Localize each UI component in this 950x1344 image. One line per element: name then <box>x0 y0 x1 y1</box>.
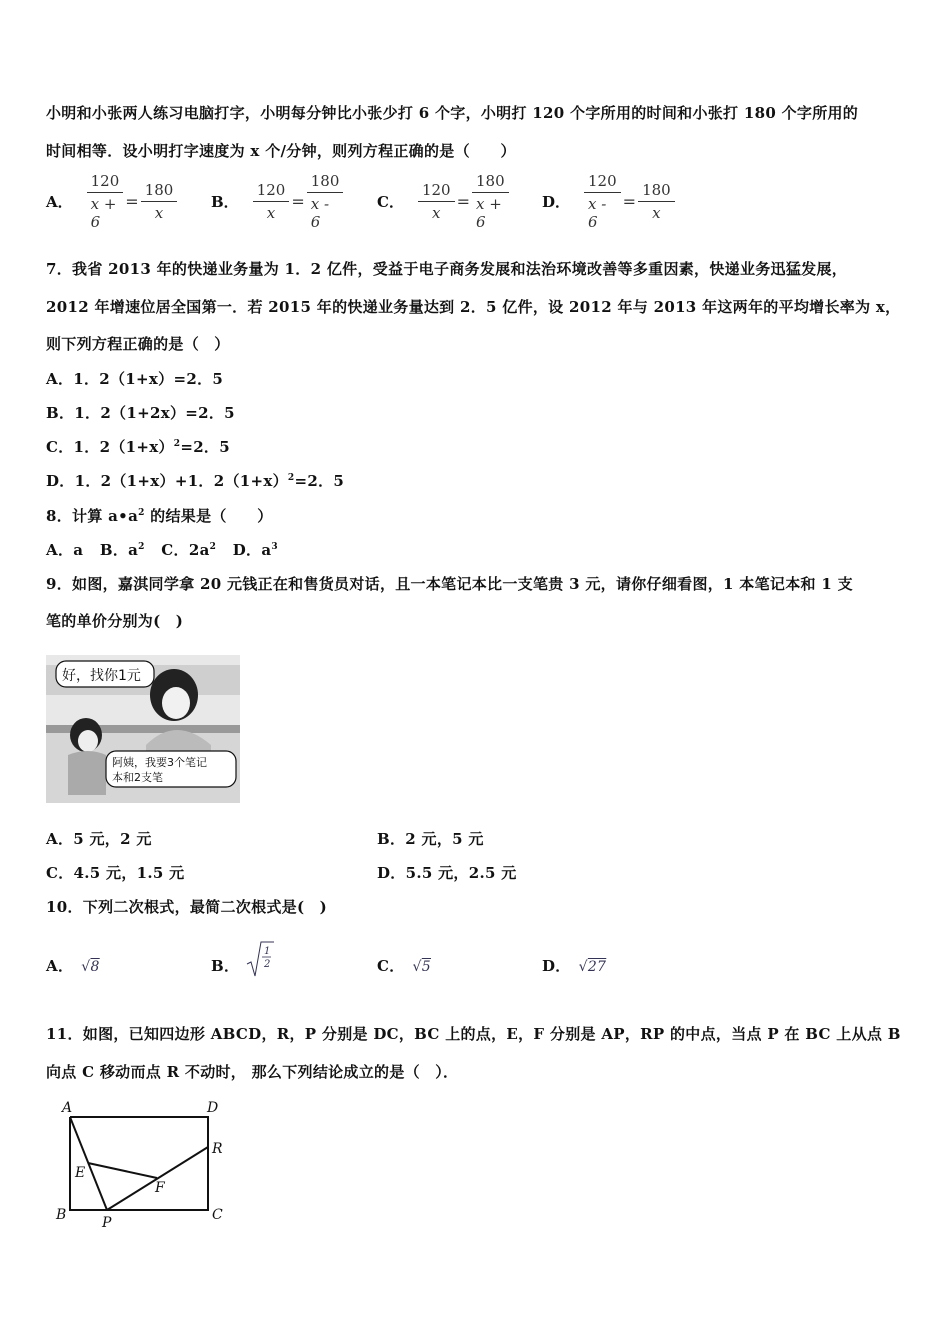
q10-option-d <box>542 955 606 976</box>
exponent: 3 <box>271 542 278 552</box>
segment-pr <box>107 1147 208 1210</box>
denominator: x <box>432 204 441 222</box>
q9-line2: 笔的单价分别为( ) <box>46 612 184 630</box>
q10-option-a <box>46 955 100 976</box>
label-e: E <box>75 1165 86 1181</box>
equals-sign: = <box>622 192 637 211</box>
q10-option-c-label: C． <box>377 957 405 975</box>
q7-option-c <box>46 436 230 457</box>
q6-option-c <box>377 172 509 231</box>
q11-line2: 向点 C 移动而点 R 不动时， 那么下列结论成立的是（ ）． <box>46 1063 459 1081</box>
label-r: R <box>212 1141 223 1157</box>
exponent: 2 <box>209 542 217 552</box>
quadrilateral-figure <box>50 1095 240 1230</box>
radicand: 5 <box>421 959 431 975</box>
fraction <box>638 181 675 222</box>
q7-option-b: B．1．2（1+2x）=2．5 <box>46 404 235 422</box>
q7-option-d-text: D．1．2（1+x）+1．2（1+x） <box>46 472 288 490</box>
fraction <box>141 181 178 222</box>
denominator: x + 6 <box>90 195 117 231</box>
q8-stem-tail: 的结果是（ ） <box>144 507 273 525</box>
radical: √27 <box>578 959 607 975</box>
label-c: C <box>212 1207 223 1223</box>
q10-option-a-label: A． <box>46 957 74 975</box>
fraction <box>307 172 344 231</box>
radicand-numerator: 1 <box>263 946 271 957</box>
q8-option-c <box>161 541 216 559</box>
q8-option-b-text: B．a <box>99 541 139 559</box>
q10-option-b <box>211 940 275 980</box>
q8-option-c-text: C．2a <box>161 541 210 559</box>
equals-sign: = <box>291 192 305 211</box>
q8-stem-text: 8．计算 a•a <box>46 507 139 525</box>
q10-option-c <box>377 955 431 976</box>
q6-option-c-label: C． <box>377 193 404 211</box>
q7-line3: 则下列方程正确的是（ ） <box>46 335 230 353</box>
q6-option-b-label: B． <box>211 193 239 211</box>
q6-line1: 小明和小张两人练习电脑打字，小明每分钟比小张少打 6 个字，小明打 120 个字所用的时间和小张打 180 个字所用的 <box>46 104 859 122</box>
segment-ef <box>88 1163 157 1178</box>
radical: √5 <box>412 959 431 975</box>
radicand: 8 <box>90 959 100 975</box>
exponent: 2 <box>138 508 145 518</box>
denominator: x - 6 <box>588 195 607 231</box>
q7-option-a: A．1．2（1+x）=2．5 <box>46 370 224 388</box>
q8-option-d <box>233 541 278 559</box>
denominator: x - 6 <box>310 195 330 231</box>
numerator: 120 <box>253 181 290 202</box>
numerator: 180 <box>307 172 344 193</box>
q10-option-d-label: D． <box>542 957 571 975</box>
numerator: 120 <box>584 172 621 193</box>
child-body <box>68 751 106 795</box>
geometry-svg <box>50 1095 240 1230</box>
child-face <box>78 730 98 752</box>
denominator: x <box>266 204 276 222</box>
illustration-svg <box>46 655 240 803</box>
fraction <box>584 172 621 231</box>
shop-dialogue-illustration <box>46 655 240 803</box>
q10-stem: 10．下列二次根式，最简二次根式是( ) <box>46 898 328 916</box>
radical: √8 <box>81 959 100 975</box>
bubble-bottom-text-1: 阿姨，我要3个笔记 <box>112 756 207 769</box>
label-p: P <box>102 1215 112 1230</box>
q6-option-a <box>46 172 177 231</box>
exponent: 2 <box>173 439 181 449</box>
bubble-bottom-text-2: 本和2支笔 <box>112 771 163 784</box>
q6-option-b <box>211 172 343 231</box>
q6-option-a-label: A． <box>46 193 73 211</box>
fraction <box>253 181 290 222</box>
q11-line1: 11．如图，已知四边形 ABCD，R，P 分别是 DC，BC 上的点，E，F 分别是 AP，RP 的中点，当点 P 在 BC 上从点 B <box>46 1025 901 1043</box>
denominator: x <box>652 204 661 222</box>
fraction <box>87 172 124 231</box>
q6-option-d-label: D． <box>542 193 571 211</box>
fraction <box>418 181 455 222</box>
q8-stem <box>46 505 273 526</box>
label-d: D <box>207 1100 219 1116</box>
exponent: 2 <box>287 473 295 483</box>
label-f: F <box>155 1180 165 1196</box>
saleswoman-face <box>162 687 190 719</box>
label-b: B <box>56 1207 67 1223</box>
radicand: 27 <box>587 959 607 975</box>
numerator: 120 <box>418 181 455 202</box>
numerator: 120 <box>87 172 124 193</box>
q7-option-d <box>46 470 344 491</box>
label-a: A <box>62 1100 73 1116</box>
exponent: 2 <box>138 542 145 552</box>
q8-options <box>46 539 278 560</box>
q6-option-d <box>542 172 675 231</box>
q9-option-b: B．2 元，5 元 <box>377 830 484 848</box>
q10-option-b-label: B． <box>211 957 240 975</box>
q6-line2: 时间相等．设小明打字速度为 x 个/分钟，则列方程正确的是（ ） <box>46 142 516 160</box>
q8-option-a: A．a <box>46 541 84 559</box>
q8-option-d-text: D．a <box>232 541 272 559</box>
q9-option-a: A．5 元，2 元 <box>46 830 152 848</box>
q7-option-c-rhs: =2．5 <box>180 438 230 456</box>
numerator: 180 <box>638 181 675 202</box>
numerator: 180 <box>472 172 509 193</box>
radicand-denominator: 2 <box>263 959 271 970</box>
q7-option-c-text: C．1．2（1+x） <box>46 438 174 456</box>
q8-option-b <box>100 541 145 559</box>
q7-line2: 2012 年增速位居全国第一．若 2015 年的快递业务量达到 2．5 亿件，设 2012 年与 2013 年这两年的平均增长率为 x， <box>46 298 901 316</box>
sqrt-fraction-svg <box>245 940 275 980</box>
q7-line1: 7．我省 2013 年的快递业务量为 1．2 亿件，受益于电子商务发展和法治环境改善等多重因素，快递业务迅猛发展， <box>46 260 848 278</box>
equals-sign: = <box>456 192 470 211</box>
denominator: x <box>154 204 164 222</box>
equals-sign: = <box>125 192 139 211</box>
q9-option-c: C．4.5 元，1.5 元 <box>46 864 185 882</box>
bubble-top-text: 好，找你1元 <box>62 668 141 684</box>
q9-line1: 9．如图，嘉淇同学拿 20 元钱正在和售货员对话，且一本笔记本比一支笔贵 3 元，请你仔细看图，1 本笔记本和 1 支 <box>46 575 853 593</box>
fraction <box>472 172 509 231</box>
numerator: 180 <box>141 181 178 202</box>
q7-option-d-rhs: =2．5 <box>294 472 345 490</box>
denominator: x + 6 <box>476 195 502 231</box>
q9-option-d: D．5.5 元，2.5 元 <box>377 864 517 882</box>
